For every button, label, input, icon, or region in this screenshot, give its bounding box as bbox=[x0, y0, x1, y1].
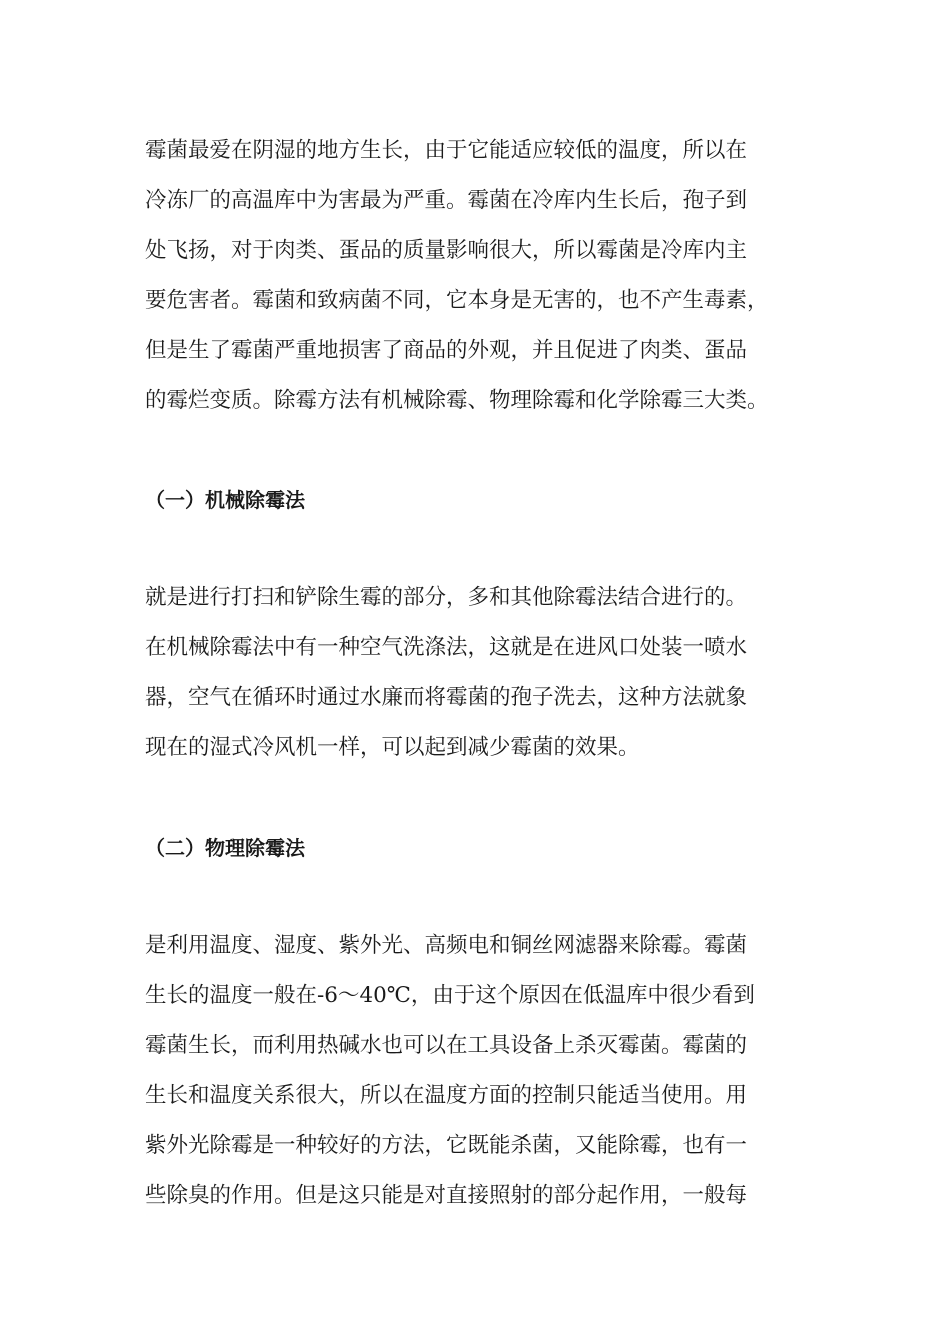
text-line: 器，空气在循环时通过水廉而将霉菌的孢子洗去，这种方法就象 bbox=[145, 685, 748, 710]
text-line: 冷冻厂的高温库中为害最为严重。霉菌在冷库内生长后，孢子到 bbox=[145, 188, 748, 213]
text-line: 要危害者。霉菌和致病菌不同，它本身是无害的，也不产生毒素， bbox=[145, 288, 769, 313]
text-line: 霉菌生长，而利用热碱水也可以在工具设备上杀灭霉菌。霉菌的 bbox=[145, 1033, 748, 1058]
text-line: 是利用温度、湿度、紫外光、高频电和铜丝网滤器来除霉。霉菌 bbox=[145, 933, 748, 958]
text-line: 但是生了霉菌严重地损害了商品的外观，并且促进了肉类、蛋品 bbox=[145, 338, 748, 363]
section-heading: （一）机械除霉法 bbox=[145, 488, 305, 512]
text-line: 生长和温度关系很大，所以在温度方面的控制只能适当使用。用 bbox=[145, 1083, 748, 1108]
text-line: 些除臭的作用。但是这只能是对直接照射的部分起作用，一般每 bbox=[145, 1183, 748, 1208]
text-line: 的霉烂变质。除霉方法有机械除霉、物理除霉和化学除霉三大类。 bbox=[145, 388, 769, 413]
text-line: 紫外光除霉是一种较好的方法，它既能杀菌，又能除霉，也有一 bbox=[145, 1133, 748, 1158]
text-line: 处飞扬，对于肉类、蛋品的质量影响很大，所以霉菌是冷库内主 bbox=[145, 238, 748, 263]
text-line: 生长的温度一般在-6～40℃，由于这个原因在低温库中很少看到 bbox=[145, 983, 755, 1008]
text-line: 在机械除霉法中有一种空气洗涤法，这就是在进风口处装一喷水 bbox=[145, 635, 748, 660]
text-line: 现在的湿式冷风机一样，可以起到减少霉菌的效果。 bbox=[145, 735, 640, 760]
section-heading: （二）物理除霉法 bbox=[145, 836, 305, 860]
text-line: 霉菌最爱在阴湿的地方生长，由于它能适应较低的温度，所以在 bbox=[145, 138, 748, 163]
text-line: 就是进行打扫和铲除生霉的部分，多和其他除霉法结合进行的。 bbox=[145, 585, 748, 610]
